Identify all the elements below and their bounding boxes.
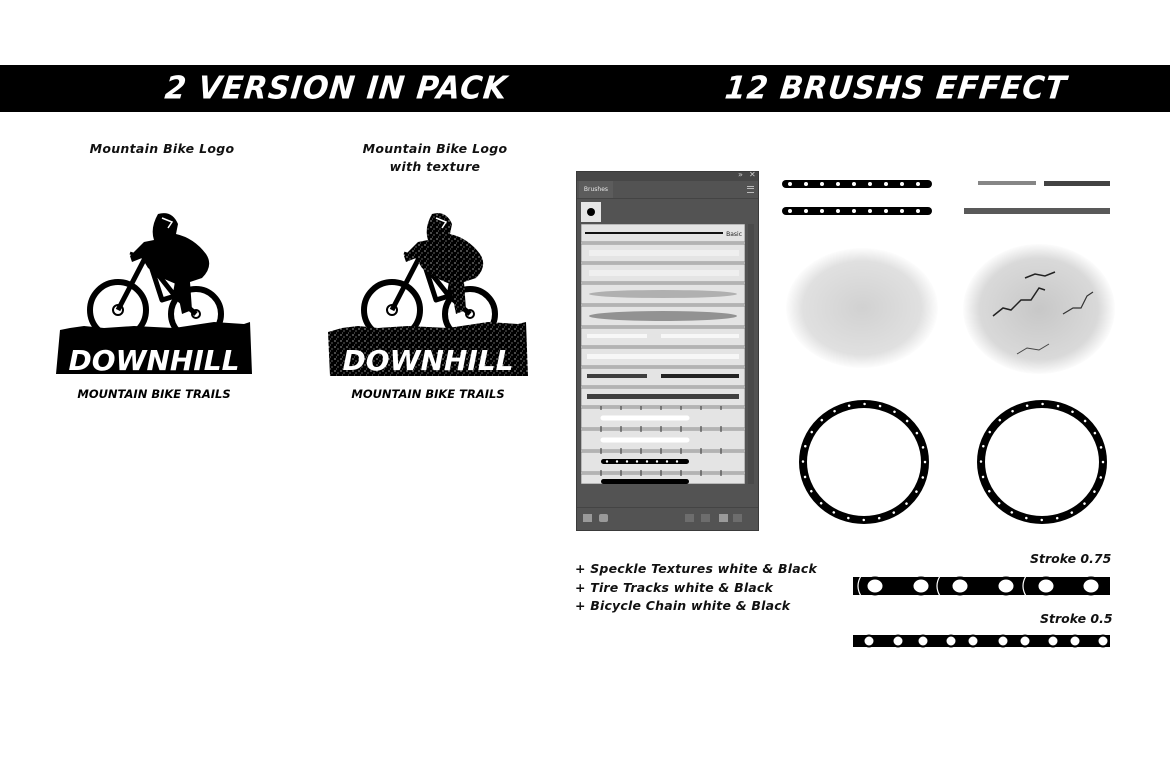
libraries-panel-icon[interactable] [599,514,608,522]
close-icon[interactable]: ✕ [749,170,756,179]
delete-brush-icon[interactable] [733,514,742,522]
stroke-05-chain [853,631,1110,651]
caption-line: Mountain Bike Logo [89,141,235,156]
brush-basic-label: Basic [726,231,742,238]
downhill-logo-textured [322,208,537,408]
stroke-075-label: Stroke 0.75 [1030,551,1112,566]
panel-scrollbar[interactable] [748,224,754,484]
chain-preview-straight [780,176,935,220]
chain-circle-preview-2 [975,400,1110,525]
header-banner [0,65,1170,112]
tire-track-preview [960,176,1115,220]
caption-line: Mountain Bike Logo [362,141,508,156]
stroke-075-chain [853,572,1110,600]
brushes-panel [576,171,759,531]
logo-subtitle: MOUNTAIN BIKE TRAILS [351,387,505,401]
panel-menu-icon[interactable] [747,186,754,193]
divider [577,198,758,199]
logo-title: DOWNHILL [68,344,240,377]
brush-list [581,224,745,484]
caption-line: with texture [389,159,481,174]
logo-caption-textured [335,140,535,176]
logo-title: DOWNHILL [342,344,514,377]
mountain-bike-rider-textured-icon [322,208,537,408]
brush-libraries-icon[interactable] [583,514,592,522]
tab-brushes[interactable]: Brushes [579,181,613,198]
logo-subtitle: MOUNTAIN BIKE TRAILS [77,387,231,401]
stroke-05-label: Stroke 0.5 [1040,611,1113,626]
options-icon[interactable] [701,514,710,522]
panel-footer [577,507,758,530]
brush-list-preview [581,224,745,484]
collapse-icon[interactable]: » [738,170,743,179]
downhill-logo-plain [50,208,260,408]
speckle-light-preview [786,248,938,368]
dot-icon [587,208,595,216]
feature-item: + Speckle Textures white & Black [575,561,818,576]
feature-item: + Tire Tracks white & Black [575,579,774,595]
crack-lines [963,244,1115,374]
banner-title-left: 2 VERSION IN PACK [163,70,510,107]
feature-item: + Bicycle Chain white & Black [575,598,791,613]
new-brush-icon[interactable] [719,514,728,522]
brush-round-tip[interactable] [581,202,601,222]
mountain-bike-rider-icon [50,208,260,408]
logo-caption-plain [62,140,262,158]
banner-title-right: 12 BRUSHS EFFECT [723,70,1069,107]
feature-list [575,560,817,616]
panel-title-bar[interactable] [577,172,758,181]
speckle-cracked-preview [963,244,1115,374]
chain-circle-preview-1 [797,400,932,525]
remove-stroke-icon[interactable] [685,514,694,522]
